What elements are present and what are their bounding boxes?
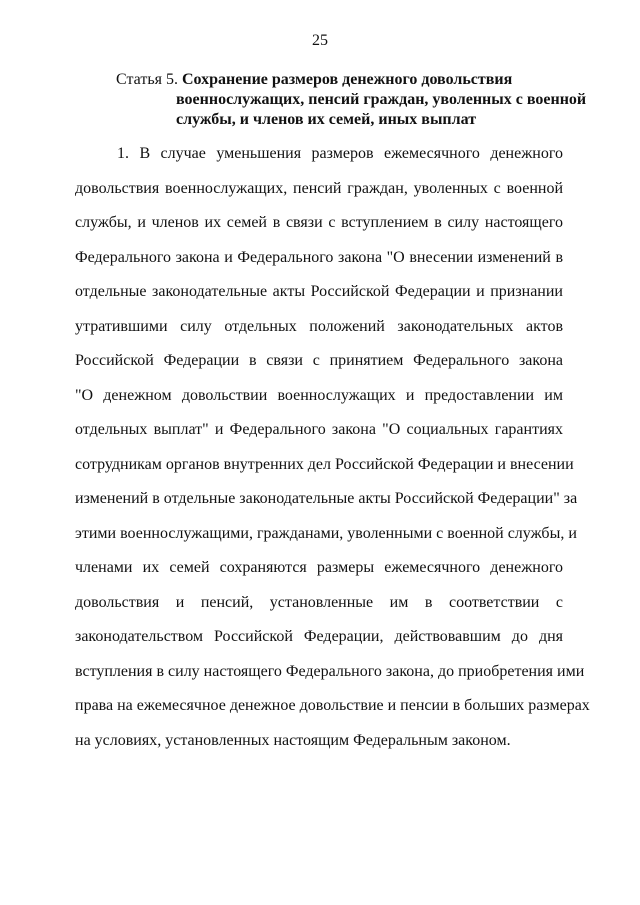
body-line: этими военнослужащими, гражданами, уволенными с военной службы, и	[75, 524, 577, 542]
body-line: 1. В случае уменьшения размеров ежемесячного денежного	[117, 145, 563, 162]
page-number: 25	[312, 32, 328, 49]
body-line: отдельные законодательные акты Российской Федерации и признании	[75, 283, 563, 300]
body-line: службы, и членов их семей в связи с вступлением в силу настоящего	[75, 214, 563, 231]
body-line: на условиях, установленных настоящим Федеральным законом.	[75, 731, 511, 749]
article-title-line-2: военнослужащих, пенсий граждан, уволенных с военной	[176, 91, 587, 108]
body-line: изменений в отдельные законодательные акты Российской Федерации" за	[75, 490, 578, 507]
body-line: отдельных выплат" и Федерального закона "О социальных гарантиях	[75, 421, 563, 438]
body-line: "О денежном довольствии военнослужащих и предоставлении им	[75, 386, 563, 404]
body-line: законодательством Российской Федерации, действовавшим до дня	[75, 628, 563, 645]
article-heading	[116, 70, 586, 130]
body-line: довольствия и пенсий, установленные им в соответствии с	[75, 593, 563, 611]
article-title-line-1: Сохранение размеров денежного довольствия	[181, 71, 513, 88]
body-line: вступления в силу настоящего Федерального закона, до приобретения ими	[75, 662, 585, 680]
article-title-line-3: службы, и членов их семей, иных выплат	[176, 111, 477, 128]
body-line: сотрудникам органов внутренних дел Российской Федерации и внесении	[75, 455, 574, 473]
article-label: Статья 5.	[116, 71, 178, 88]
body-line: права на ежемесячное денежное довольствие и пенсии в больших размерах	[75, 697, 590, 714]
body-line: членами их семей сохраняются размеры ежемесячного денежного	[75, 559, 563, 576]
body-line: довольствия военнослужащих, пенсий граждан, уволенных с военной	[75, 179, 563, 197]
article-body	[75, 137, 590, 758]
body-line: утратившими силу отдельных положений законодательных актов	[75, 317, 563, 335]
body-line: Федерального закона и Федерального закона "О внесении изменений в	[75, 248, 563, 266]
body-line: Российской Федерации в связи с принятием Федерального закона	[75, 352, 563, 369]
